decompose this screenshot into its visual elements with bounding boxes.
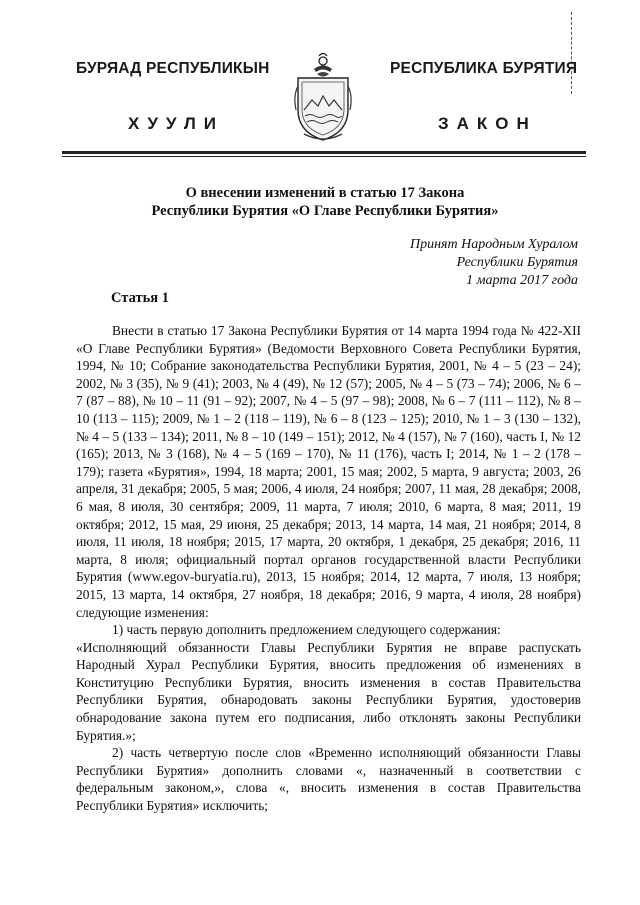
item-1-quote: «Исполняющий обязанности Главы Республики Бурятия не вправе распускать Народный Хурал Республики Бурятия, вносить предложения об изменениях в Конституцию Республики Бурятия, вносить изменения в состав Правительства Республики Бурятия, обнародовать законы Республики Бурятия, удостоверив обнародование закона путем его подписания, либо отклонять законы Республики Бурятия.»; bbox=[76, 639, 581, 743]
article-heading: Статья 1 bbox=[111, 290, 169, 306]
law-title-line-2: Республики Бурятия «О Главе Республики Бурятия» bbox=[151, 203, 499, 219]
header-left-name: БУРЯАД РЕСПУБЛИКЫН bbox=[76, 60, 270, 77]
header-right-name: РЕСПУБЛИКА БУРЯТИЯ bbox=[390, 60, 578, 77]
item-1-intro: 1) часть первую дополнить предложением следующего содержания: bbox=[112, 622, 501, 638]
header-left-doc-type: ХУУЛИ bbox=[128, 114, 224, 133]
law-title bbox=[60, 184, 590, 220]
adoption-note-line-1: Принят Народным Хуралом bbox=[409, 237, 578, 252]
article-intro-paragraph: Внести в статью 17 Закона Республики Бурятия от 14 марта 1994 года № 422-XII «О Главе Республики Бурятия» (Ведомости Верховного Совета Республики Бурятия, 1994, № 10; Собрание законодательства Республики Бурятия, 2001, № 4 – 5 (23 – 24); 2002, № 3 (35), № 9 (41); 2003, № 4 (49), № 12 (57); 2005, № 4 – 5 (73 – 74); 2006, № 6 – 7 (87 – 88), № 10 – 11 (91 – 92); 2007, № 4 – 5 (97 – 98); 2008, № 6 – 7 (111 – 112), № 8 – 10 (113 – 115); 2009, № 1 – 2 (118 – 119), № 6 – 8 (123 – 125); 2010, № 1 – 3 (130 – 132), № 4 – 5 (133 – 134); 2011, № 8 – 10 (149 – 151); 2012, № 4 (157), № 7 (160), часть I, № 12 (165); 2013, № 3 (168), № 4 – 5 (169 – 170), № 11 (176), часть I; 2014, № 1 – 2 (178 – 179); газета «Бурятия», 1994, 18 марта; 2001, 15 мая; 2002, 5 марта, 9 августа; 2003, 26 апреля, 31 декабря; 2005, 5 мая; 2006, 4 июля, 24 ноября; 2007, 11 мая, 28 декабря; 2008, 6 мая, 8 июля, 30 сентября; 2009, 11 марта, 7 июля; 2010, 6 марта, 8 мая; 2011, 19 октября; 2012, 15 мая, 29 июня, 25 декабря; 2013, 14 марта, 14 мая, 21 ноября; 2014, 8 июля, 11 июля, 18 ноября; 2015, 17 марта, 20 октября, 1 декабря, 25 декабря; 2016, 11 марта, 8 июля; официальный портал органов государственной власти Республики Бурятия (www.egov-buryatia.ru), 2013, 15 ноября; 2014, 12 марта, 7 июля, 13 ноября; 2015, 13 марта, 14 октября, 27 ноября, 18 декабря; 2016, 9 марта, 4 июля, 28 ноября) следующие изменения: bbox=[76, 323, 581, 620]
article-body bbox=[76, 322, 581, 815]
header-rule-thick bbox=[62, 151, 586, 154]
adoption-note bbox=[410, 236, 578, 290]
header-rule-thin bbox=[62, 156, 586, 157]
law-title-line-1: О внесении изменений в статью 17 Закона bbox=[185, 185, 465, 201]
item-2-paragraph: 2) часть четвертую после слов «Временно исполняющий обязанности Главы Республики Бурятия» дополнить словами «, назначенный в соответствии с федеральным законом,», слова «, вносить изменения в состав Правительства Республики Бурятия» исключить; bbox=[76, 745, 581, 814]
buryatia-coat-of-arms-icon bbox=[292, 52, 354, 144]
adoption-note-date: 1 марта 2017 года bbox=[466, 273, 578, 288]
adoption-note-line-2: Республики Бурятия bbox=[456, 255, 578, 270]
header-right-doc-type: ЗАКОН bbox=[438, 114, 537, 133]
margin-mark bbox=[571, 12, 573, 94]
